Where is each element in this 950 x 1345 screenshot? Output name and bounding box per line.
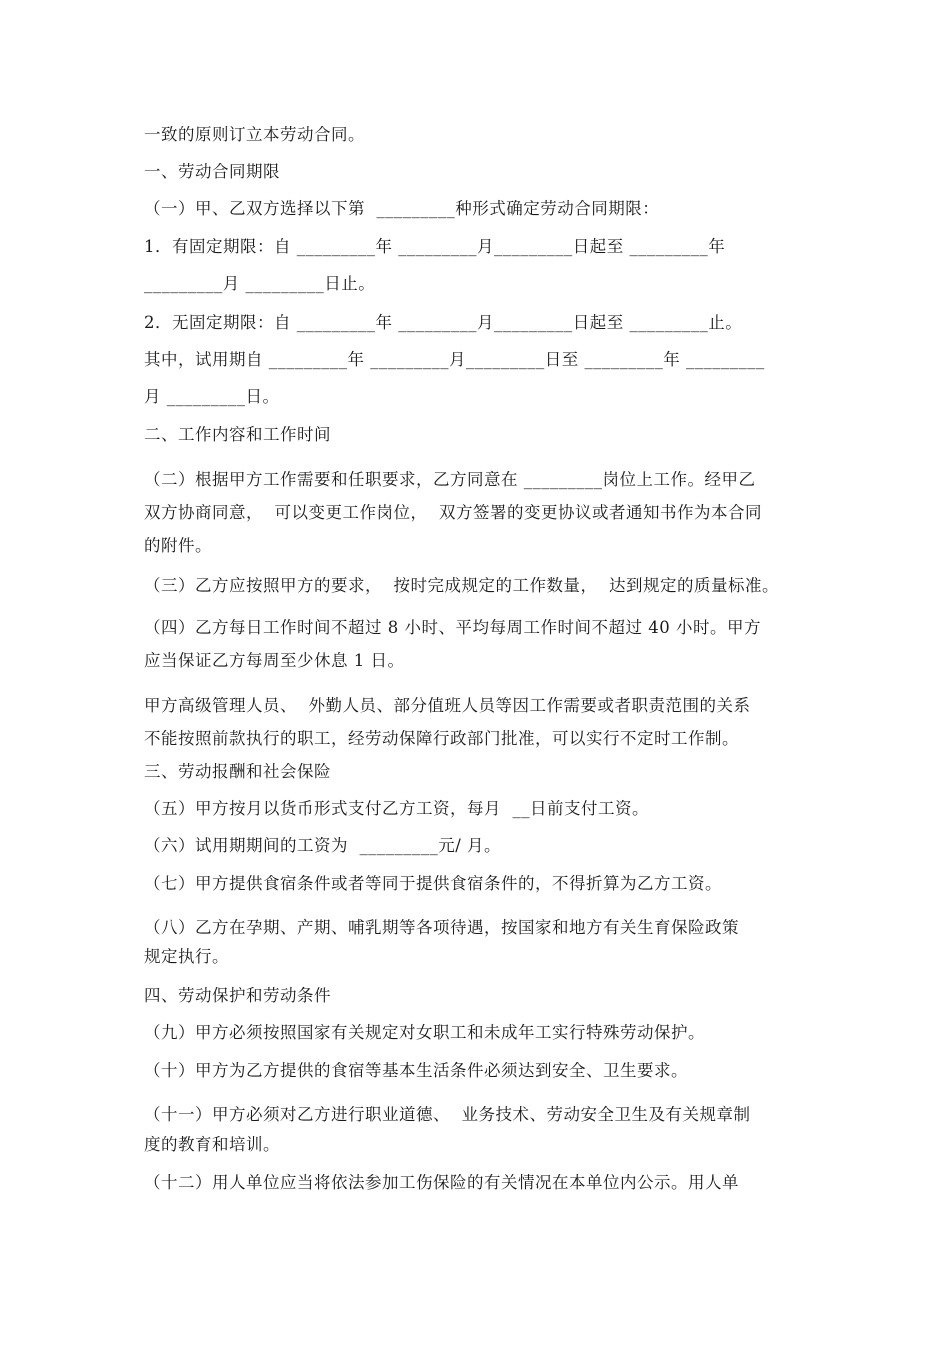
text-line: 度的教育和培训。 xyxy=(144,1135,280,1154)
text-line: _________月 _________日止。 xyxy=(144,274,376,293)
text-line: （十二）用人单位应当将依法参加工伤保险的有关情况在本单位内公示。用人单 xyxy=(144,1173,739,1192)
text-line: 其中，试用期自 _________年 _________月_________日至 _________年 _________ xyxy=(144,350,765,369)
text-line: （十）甲方为乙方提供的食宿等基本生活条件必须达到安全、卫生要求。 xyxy=(144,1061,688,1080)
text-line: 应当保证乙方每周至少休息 1 日。 xyxy=(144,651,405,670)
text-line: （二）根据甲方工作需要和任职要求，乙方同意在 _________岗位上工作。经甲乙 xyxy=(144,470,756,489)
text-line: 不能按照前款执行的职工，经劳动保障行政部门批准，可以实行不定时工作制。 xyxy=(144,729,739,748)
text-line: （九）甲方必须按照国家有关规定对女职工和未成年工实行特殊劳动保护。 xyxy=(144,1023,705,1042)
section-heading: 二、工作内容和工作时间 xyxy=(144,425,331,444)
text-line: 双方协商同意， 可以变更工作岗位， 双方签署的变更协议或者通知书作为本合同 xyxy=(144,503,762,522)
text-line: 一致的原则订立本劳动合同。 xyxy=(144,125,365,144)
text-line: 2．无固定期限：自 _________年 _________月_________日起至 _________止。 xyxy=(144,313,743,332)
text-line: （十一）甲方必须对乙方进行职业道德、 业务技术、劳动安全卫生及有关规章制 xyxy=(144,1105,751,1124)
section-heading: 三、劳动报酬和社会保险 xyxy=(144,762,331,781)
text-line: 1．有固定期限：自 _________年 _________月_________日起至 _________年 xyxy=(144,237,726,256)
text-line: 的附件。 xyxy=(144,536,212,555)
text-line: 甲方高级管理人员、 外勤人员、部分值班人员等因工作需要或者职责范围的关系 xyxy=(144,696,751,715)
text-line: （一）甲、乙双方选择以下第 _________种形式确定劳动合同期限： xyxy=(144,199,660,218)
section-heading: 一、劳动合同期限 xyxy=(144,162,280,181)
text-line: （五）甲方按月以货币形式支付乙方工资，每月 __日前支付工资。 xyxy=(144,799,649,818)
text-line: 月 _________日。 xyxy=(144,387,280,406)
text-line: （六）试用期期间的工资为 _________元/ 月。 xyxy=(144,836,502,855)
text-line: （七）甲方提供食宿条件或者等同于提供食宿条件的，不得折算为乙方工资。 xyxy=(144,874,722,893)
text-line: （三）乙方应按照甲方的要求， 按时完成规定的工作数量， 达到规定的质量标准。 xyxy=(144,576,779,595)
text-line: 规定执行。 xyxy=(144,947,229,966)
section-heading: 四、劳动保护和劳动条件 xyxy=(144,986,331,1005)
text-line: （四）乙方每日工作时间不超过 8 小时、平均每周工作时间不超过 40 小时。甲方 xyxy=(144,618,761,637)
text-line: （八）乙方在孕期、产期、哺乳期等各项待遇，按国家和地方有关生育保险政策 xyxy=(144,918,739,937)
